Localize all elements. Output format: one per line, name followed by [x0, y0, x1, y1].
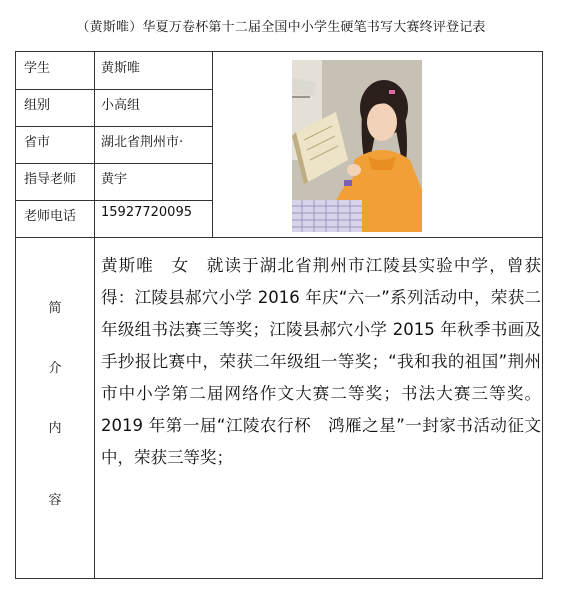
intro-label-char-4: 容 [48, 493, 62, 508]
intro-label-char-2: 介 [48, 361, 62, 376]
value-teacher-phone: 15927720095 [101, 205, 192, 220]
intro-label-char-3: 内 [48, 421, 62, 436]
value-student: 黄斯唯 [101, 61, 141, 76]
label-group: 组别 [24, 98, 51, 113]
label-teacher-phone: 老师电话 [24, 209, 77, 224]
label-province-city: 省市 [24, 135, 51, 150]
value-teacher: 黄宇 [101, 172, 128, 187]
intro-text: 黄斯唯 女 就读于湖北省荆州市江陵县实验中学，曾获得：江陵县郝穴小学 2016 年庆“六一”系列活动中，荣获二年级组书法赛三等奖；江陵县郝穴小学 2015 年秋季书画及手抄报比赛中，荣获二年级组一等奖；“我和我的祖国”荆州市中小学第二届网络作文大赛二等奖；书法大赛三等奖。2019 年第一届“江陵农行杯 鸿雁之星”一封家书活动征文中，荣获三等奖； [101, 256, 541, 467]
label-student: 学生 [24, 61, 51, 76]
value-province-city: 湖北省荆州市· [101, 135, 184, 150]
label-teacher: 指导老师 [24, 172, 77, 187]
value-group: 小高组 [101, 98, 141, 113]
student-reading-photo [292, 60, 422, 232]
form-title: （黄斯唯）华夏万卷杯第十二届全国中小学生硬笔书写大赛终评登记表 [76, 20, 486, 35]
intro-label-char-1: 简 [48, 301, 62, 316]
intro-label [16, 237, 94, 580]
registration-table [15, 51, 543, 579]
